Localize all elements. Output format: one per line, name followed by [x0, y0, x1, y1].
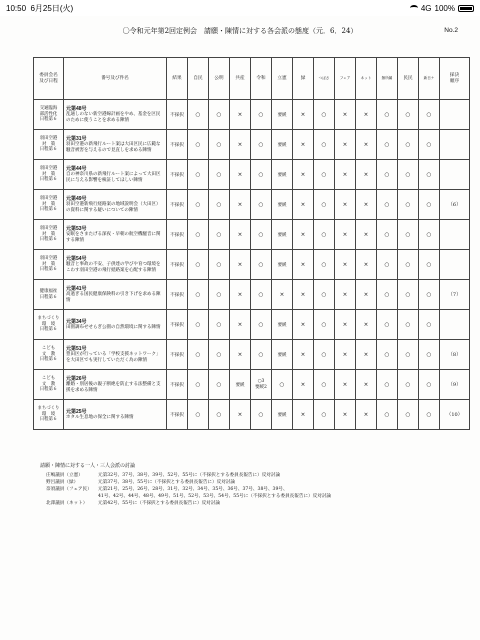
battery-percent: 100% — [434, 3, 455, 13]
petition-title: 豊田区が行っている「学校支援ネットワーク」を大田区でも実行していただく為の陳情 — [66, 352, 161, 363]
vote-cell: ○ — [209, 280, 230, 310]
subject-cell — [64, 280, 167, 310]
vote-cell: ○ — [314, 250, 335, 280]
order-cell — [440, 310, 470, 340]
vote-cell: ○ — [251, 400, 272, 430]
header-result: 結果 — [167, 58, 188, 100]
table-row — [34, 220, 470, 250]
vote-cell: × — [293, 250, 314, 280]
note-text: 元第21号、25号、26号、28号、31号、32号、34号、35号、36号、37号、38号、39号、 — [98, 487, 288, 493]
table-row — [34, 280, 470, 310]
vote-cell: ○ — [377, 220, 398, 250]
vote-cell: × — [293, 370, 314, 400]
vote-cell: × — [230, 160, 251, 190]
vote-cell: ○ — [398, 340, 419, 370]
order-cell — [440, 160, 470, 190]
petition-number: 元第48号 — [66, 106, 87, 113]
header-committee: 委員会名 及び日程 — [34, 58, 64, 100]
vote-cell: ○ — [377, 100, 398, 130]
vote-cell: ○ — [398, 100, 419, 130]
vote-cell: ○ — [419, 400, 440, 430]
note-member: 野呂議員（緑） — [46, 480, 79, 486]
vote-cell: × — [356, 130, 377, 160]
vote-cell: ○ — [377, 190, 398, 220]
vote-cell: ○ — [419, 190, 440, 220]
header-party: 共産 — [230, 58, 251, 100]
status-time: 10:50 6月25日(火) — [6, 3, 74, 13]
vote-cell: × — [335, 130, 356, 160]
vote-cell: ○ — [314, 160, 335, 190]
petition-number: 元第34号 — [66, 319, 87, 326]
vote-cell: ○ — [398, 280, 419, 310]
vote-cell: × — [335, 190, 356, 220]
committee-cell: 羽田空港 対 策 日程第６ — [34, 160, 64, 190]
vote-cell: × — [293, 130, 314, 160]
result-cell: 不採択 — [167, 310, 188, 340]
vote-cell: × — [335, 280, 356, 310]
petition-number: 元第49号 — [66, 196, 87, 203]
note-line — [40, 479, 470, 486]
result-cell: 不採択 — [167, 340, 188, 370]
vote-cell: ○ — [377, 370, 398, 400]
vote-cell: ○ — [419, 250, 440, 280]
result-cell: 不採択 — [167, 220, 188, 250]
vote-cell: ○ — [419, 370, 440, 400]
vote-cell: ○ — [419, 310, 440, 340]
subject-cell — [64, 130, 167, 160]
table-row — [34, 310, 470, 340]
header-party: ネット — [356, 58, 377, 100]
vote-cell: × — [230, 400, 251, 430]
subject-cell — [64, 400, 167, 430]
petition-title: 田園調布せせらぎ公園の自然環境に関する陳情 — [66, 325, 161, 331]
vote-cell: × — [335, 370, 356, 400]
petition-number: 元第53号 — [66, 226, 87, 233]
subject-cell — [64, 160, 167, 190]
discussion-notes — [40, 462, 470, 508]
petition-number: 元第51号 — [66, 346, 87, 353]
order-cell — [440, 100, 470, 130]
vote-cell: 要緩 — [272, 340, 293, 370]
petition-title: 羽田空港新飛行経路案の地域説明会（大田区）の資料に関する疑いについての陳情 — [66, 202, 161, 213]
vote-cell: ○ — [398, 220, 419, 250]
order-cell — [440, 250, 470, 280]
petition-title: 騒音と事故の不安、子供達の学びや育つ環境をこわす羽田空港の飛行経路案を心配する陳情 — [66, 262, 161, 273]
vote-cell: ○ — [209, 340, 230, 370]
result-cell: 不採択 — [167, 190, 188, 220]
note-member — [40, 493, 98, 500]
vote-cell: × — [293, 340, 314, 370]
notes-heading: 請願・陳情に対する一人・三人会派の討論 — [40, 463, 136, 469]
subject-cell — [64, 250, 167, 280]
vote-cell: × — [356, 340, 377, 370]
vote-cell: × — [230, 250, 251, 280]
petition-number: 元第54号 — [66, 256, 87, 263]
subject-cell — [64, 220, 167, 250]
vote-cell: × — [356, 400, 377, 430]
vote-cell: 要緩 — [272, 160, 293, 190]
vote-cell: ○ — [398, 400, 419, 430]
wifi-icon — [410, 5, 418, 11]
subject-cell — [64, 190, 167, 220]
document-title: 〇令和元年第2回定例会 請願・陳情に対する各会派の態度（元．6．24） — [122, 27, 358, 35]
committee-cell: 羽田空港 対 策 日程第６ — [34, 250, 64, 280]
table-header-row — [34, 58, 470, 100]
subject-cell — [64, 310, 167, 340]
petition-title: 離婚・別居後の親子断絶を防止する法整備と支援を求める陳情 — [66, 382, 161, 393]
network-label: 4G — [420, 3, 432, 13]
vote-cell: ○ — [314, 310, 335, 340]
vote-cell: ○ — [398, 190, 419, 220]
vote-cell: × — [356, 100, 377, 130]
document-page[interactable] — [0, 16, 480, 640]
table-row — [34, 400, 470, 430]
vote-cell: ○ — [314, 370, 335, 400]
vote-cell: × — [335, 400, 356, 430]
vote-cell: × — [230, 310, 251, 340]
vote-cell: ○ — [188, 100, 209, 130]
vote-cell: 要緩 — [272, 190, 293, 220]
note-line — [40, 472, 470, 479]
petition-number: 元第31号 — [66, 136, 87, 143]
vote-cell: ○ — [188, 400, 209, 430]
vote-cell: ○ — [419, 160, 440, 190]
status-bar — [0, 0, 480, 16]
vote-cell: ○ — [314, 100, 335, 130]
page-number: No.2 — [444, 27, 458, 34]
vote-cell: ○ — [314, 280, 335, 310]
vote-cell: × — [356, 310, 377, 340]
vote-cell: ○ — [314, 130, 335, 160]
vote-cell: ○ — [377, 340, 398, 370]
petition-number: 元第25号 — [66, 409, 87, 416]
vote-cell: × — [293, 190, 314, 220]
order-cell — [440, 220, 470, 250]
vote-cell: × — [356, 160, 377, 190]
vote-cell: ○ — [251, 190, 272, 220]
header-subject: 番号及び件名 — [64, 58, 167, 100]
vote-cell: ○ — [188, 250, 209, 280]
table-row — [34, 100, 470, 130]
vote-cell: × — [293, 280, 314, 310]
header-party: 立憲 — [272, 58, 293, 100]
vote-cell: 要緩 — [272, 100, 293, 130]
vote-cell: ○ — [251, 100, 272, 130]
vote-cell: ○ — [398, 130, 419, 160]
table-row — [34, 130, 470, 160]
vote-cell: ○ — [419, 280, 440, 310]
header-party: 自民 — [188, 58, 209, 100]
vote-cell: × — [230, 340, 251, 370]
note-text: 元第37号、38号、55号に（不採択とする委員長報告に）反対討論 — [98, 480, 235, 486]
result-cell: 不採択 — [167, 400, 188, 430]
vote-cell: 要緩 — [272, 220, 293, 250]
vote-cell: × — [293, 220, 314, 250]
committee-cell: 交通臨海 部活性化 日程第６ — [34, 100, 64, 130]
petition-title: 高過ぎる国民健康保険料の引き下げを求める陳情 — [66, 292, 161, 303]
vote-cell: × — [293, 160, 314, 190]
vote-cell: × — [356, 370, 377, 400]
vote-cell: × — [335, 160, 356, 190]
petition-title: 自の神奈川県の新飛行ルート案によって大田区民に与える影響を検証してほしい陳情 — [66, 172, 161, 183]
vote-cell: ○ — [377, 250, 398, 280]
vote-cell: ○ — [209, 370, 230, 400]
committee-cell: 健康福祉 日程第６ — [34, 280, 64, 310]
table-row — [34, 370, 470, 400]
header-party: 令和 — [251, 58, 272, 100]
vote-cell: × — [293, 310, 314, 340]
vote-cell: 要緩 — [272, 400, 293, 430]
vote-cell: ○ — [398, 250, 419, 280]
vote-cell: × — [335, 100, 356, 130]
order-cell: （8） — [440, 340, 470, 370]
vote-cell: ○ — [398, 160, 419, 190]
header-party: フェア — [335, 58, 356, 100]
petition-title: 羽田空港の新飛行ルート案は大田区民に広範な騒音被害を与えるので見直しを求める陳情 — [66, 142, 161, 153]
table-row — [34, 340, 470, 370]
petition-title: 安眠をさまたげる深夜・早朝の航空機騒音に関する陳情 — [66, 232, 161, 243]
vote-cell: ○ — [251, 340, 272, 370]
vote-cell: ○3 要緩2 — [251, 370, 272, 400]
vote-cell: ○ — [209, 130, 230, 160]
vote-cell: ○ — [314, 220, 335, 250]
result-cell: 不採択 — [167, 280, 188, 310]
vote-cell: × — [335, 220, 356, 250]
note-member: 北澤議員（ネット） — [46, 501, 88, 507]
header-party: 無所属 — [377, 58, 398, 100]
vote-cell: ○ — [419, 100, 440, 130]
note-text: 元第32号、37号、38号、39号、52号、55号に（不採択とする委員長報告に）反対討論 — [98, 473, 281, 478]
table-row — [34, 160, 470, 190]
vote-cell: 要緩 — [272, 250, 293, 280]
vote-cell: ○ — [188, 280, 209, 310]
vote-cell: × — [335, 250, 356, 280]
petition-title: ホタル生息地の保全に関する陳情 — [66, 415, 134, 421]
vote-cell: ○ — [188, 190, 209, 220]
note-line — [40, 500, 470, 507]
vote-cell: ○ — [377, 280, 398, 310]
petition-number: 元第41号 — [66, 286, 87, 293]
note-text: 41号、42号、44号、48号、49号、51号、52号、53号、54号、55号に（不採択とする委員長報告に）反対討論 — [98, 494, 332, 500]
vote-cell: ○ — [188, 340, 209, 370]
vote-cell: 要緩 — [272, 130, 293, 160]
note-member: 庄嶋議員（立憲） — [46, 473, 83, 478]
vote-cell: × — [230, 100, 251, 130]
vote-cell: × — [356, 280, 377, 310]
vote-cell: × — [356, 190, 377, 220]
vote-cell: ○ — [188, 370, 209, 400]
order-cell: （9） — [440, 370, 470, 400]
header-party: つばさ — [314, 58, 335, 100]
vote-cell: ○ — [398, 370, 419, 400]
header-party: 民民 — [398, 58, 419, 100]
vote-cell: ○ — [209, 220, 230, 250]
vote-cell: ○ — [419, 340, 440, 370]
vote-cell: ○ — [209, 100, 230, 130]
vote-cell: ○ — [419, 130, 440, 160]
petition-number: 元第44号 — [66, 166, 87, 173]
vote-cell: ○ — [209, 190, 230, 220]
header-party: 公明 — [209, 58, 230, 100]
committee-cell: まちづくり 環 境 日程第６ — [34, 400, 64, 430]
vote-cell: ○ — [419, 220, 440, 250]
vote-cell: ○ — [314, 190, 335, 220]
vote-cell: ○ — [377, 400, 398, 430]
vote-cell: ○ — [251, 310, 272, 340]
vote-cell: ○ — [188, 310, 209, 340]
vote-cell: ○ — [188, 130, 209, 160]
vote-table — [33, 57, 470, 430]
vote-cell: × — [230, 280, 251, 310]
vote-cell: ○ — [251, 160, 272, 190]
header-party: 緑 — [293, 58, 314, 100]
result-cell: 不採択 — [167, 130, 188, 160]
subject-cell — [64, 100, 167, 130]
vote-cell: ○ — [272, 370, 293, 400]
committee-cell: こども 文 教 日程第６ — [34, 370, 64, 400]
vote-cell: ○ — [377, 310, 398, 340]
vote-cell: × — [335, 310, 356, 340]
vote-cell: ○ — [209, 250, 230, 280]
petition-number: 元第26号 — [66, 376, 87, 383]
vote-cell: × — [356, 220, 377, 250]
order-cell — [440, 130, 470, 160]
vote-cell: ○ — [377, 160, 398, 190]
vote-cell: × — [230, 190, 251, 220]
vote-cell: ○ — [209, 400, 230, 430]
vote-cell: 要緩 — [272, 310, 293, 340]
vote-cell: ○ — [251, 130, 272, 160]
committee-cell: まちづくり 環 境 日程第６ — [34, 310, 64, 340]
vote-cell: ○ — [398, 310, 419, 340]
vote-cell: × — [293, 400, 314, 430]
vote-cell: × — [293, 100, 314, 130]
vote-cell: × — [230, 220, 251, 250]
vote-cell: ○ — [251, 280, 272, 310]
battery-icon — [458, 5, 474, 12]
vote-cell: ○ — [209, 160, 230, 190]
result-cell: 不採択 — [167, 250, 188, 280]
committee-cell: 羽田空港 対 策 日程第６ — [34, 220, 64, 250]
note-line — [40, 486, 470, 493]
result-cell: 不採択 — [167, 370, 188, 400]
vote-cell: ○ — [188, 220, 209, 250]
order-cell: （10） — [440, 400, 470, 430]
committee-cell: こども 文 教 日程第６ — [34, 340, 64, 370]
note-text: 元第42号、55号に（不採択とする委員長報告に）反対討論 — [98, 501, 220, 507]
order-cell: （6） — [440, 190, 470, 220]
vote-cell: × — [230, 130, 251, 160]
vote-cell: × — [335, 340, 356, 370]
result-cell: 不採択 — [167, 100, 188, 130]
petition-title: 乱通しのない新空港線計画をやめ、基金を区民のために使うことを求める陳情 — [66, 112, 161, 123]
subject-cell — [64, 340, 167, 370]
header-party: 新日ナ — [419, 58, 440, 100]
vote-cell: ○ — [251, 250, 272, 280]
vote-cell: ○ — [251, 220, 272, 250]
committee-cell: 羽田空港 対 策 日程第６ — [34, 130, 64, 160]
order-cell: （7） — [440, 280, 470, 310]
subject-cell — [64, 370, 167, 400]
result-cell: 不採択 — [167, 160, 188, 190]
note-member: 奈須議員（フェア民） — [46, 487, 92, 493]
vote-cell: 要緩 — [230, 370, 251, 400]
vote-cell: ○ — [314, 400, 335, 430]
header-reason: 採決 順序 — [440, 58, 470, 100]
note-line — [40, 493, 470, 500]
table-row — [34, 250, 470, 280]
committee-cell: 羽田空港 対 策 日程第６ — [34, 190, 64, 220]
vote-cell: ○ — [188, 160, 209, 190]
vote-cell: × — [356, 250, 377, 280]
vote-cell: ○ — [377, 130, 398, 160]
vote-cell: × — [272, 280, 293, 310]
vote-cell: ○ — [314, 340, 335, 370]
vote-cell: ○ — [209, 310, 230, 340]
table-row — [34, 190, 470, 220]
